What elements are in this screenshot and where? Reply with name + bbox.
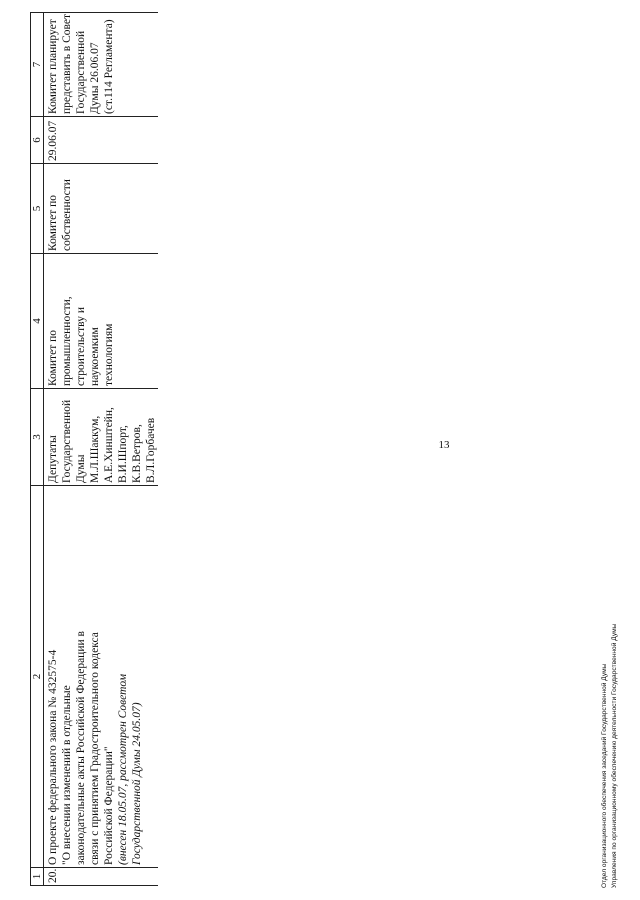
author-line: А.Е.Хинштейн, [103, 407, 115, 483]
column-header: 2 [31, 486, 44, 868]
footer-line: Управления по организационному обеспечению деятельности Государственной Думы [611, 623, 618, 888]
description-line: Российской Федерации" [103, 746, 115, 865]
co-committee-cell [44, 164, 159, 254]
description-line: "О внесении изменений в отдельные [61, 685, 73, 865]
row-number: 20. [44, 868, 159, 886]
footer-line: Отдел организационного обеспечения заседаний Государственной Думы [601, 663, 608, 888]
committee-line: наукоемким [89, 327, 101, 386]
date-cell: 29.06.07 [44, 117, 159, 164]
authors-cell [44, 389, 159, 486]
column-header: 3 [31, 389, 44, 486]
author-line: В.Л.Горбачев [145, 417, 157, 483]
author-line: Государственной [61, 399, 73, 483]
page-number: 13 [438, 439, 450, 451]
column-header: 7 [31, 13, 44, 117]
author-line: К.В.Ветров, [131, 424, 143, 483]
committee-line: Комитет по [47, 330, 59, 386]
co-committee-line: Комитет по [47, 195, 59, 251]
submission-note: (внесен 18.05.07, рассмотрен Советом [117, 673, 129, 865]
column-number-header [31, 13, 44, 886]
responsible-committee-cell [44, 254, 159, 389]
column-header: 6 [31, 117, 44, 164]
plan-line: Думы 26.06.07 [89, 42, 101, 114]
column-header: 1 [31, 868, 44, 886]
committee-line: промышленности, [61, 296, 73, 386]
description-line: законодательные акты Российской Федерации в [75, 631, 87, 865]
plan-line: представить в Совет [61, 13, 73, 114]
plan-cell [44, 13, 159, 117]
author-line: Депутаты [47, 435, 59, 483]
author-line: М.Л.Шаккум, [89, 415, 101, 483]
author-line: Думы [75, 454, 87, 483]
bills-table [30, 12, 158, 886]
page-footer [600, 624, 620, 888]
bill-description [44, 486, 159, 868]
committee-line: технологиям [103, 323, 115, 386]
plan-line: Государственной [75, 30, 87, 114]
co-committee-line: собственности [61, 179, 73, 251]
column-header: 4 [31, 254, 44, 389]
description-line: связи с принятием Градостроительного кодекса [89, 632, 101, 865]
table-row [44, 13, 159, 886]
plan-line: Комитет планирует [47, 19, 59, 114]
plan-line: (ст.114 Регламента) [103, 19, 115, 114]
submission-note: Государственной Думы 24.05.07) [131, 702, 143, 865]
author-line: В.И.Шпорт, [117, 425, 129, 483]
committee-line: строительству и [75, 307, 87, 386]
column-header: 5 [31, 164, 44, 254]
description-line: О проекте федерального закона № 432575-4 [47, 649, 59, 865]
